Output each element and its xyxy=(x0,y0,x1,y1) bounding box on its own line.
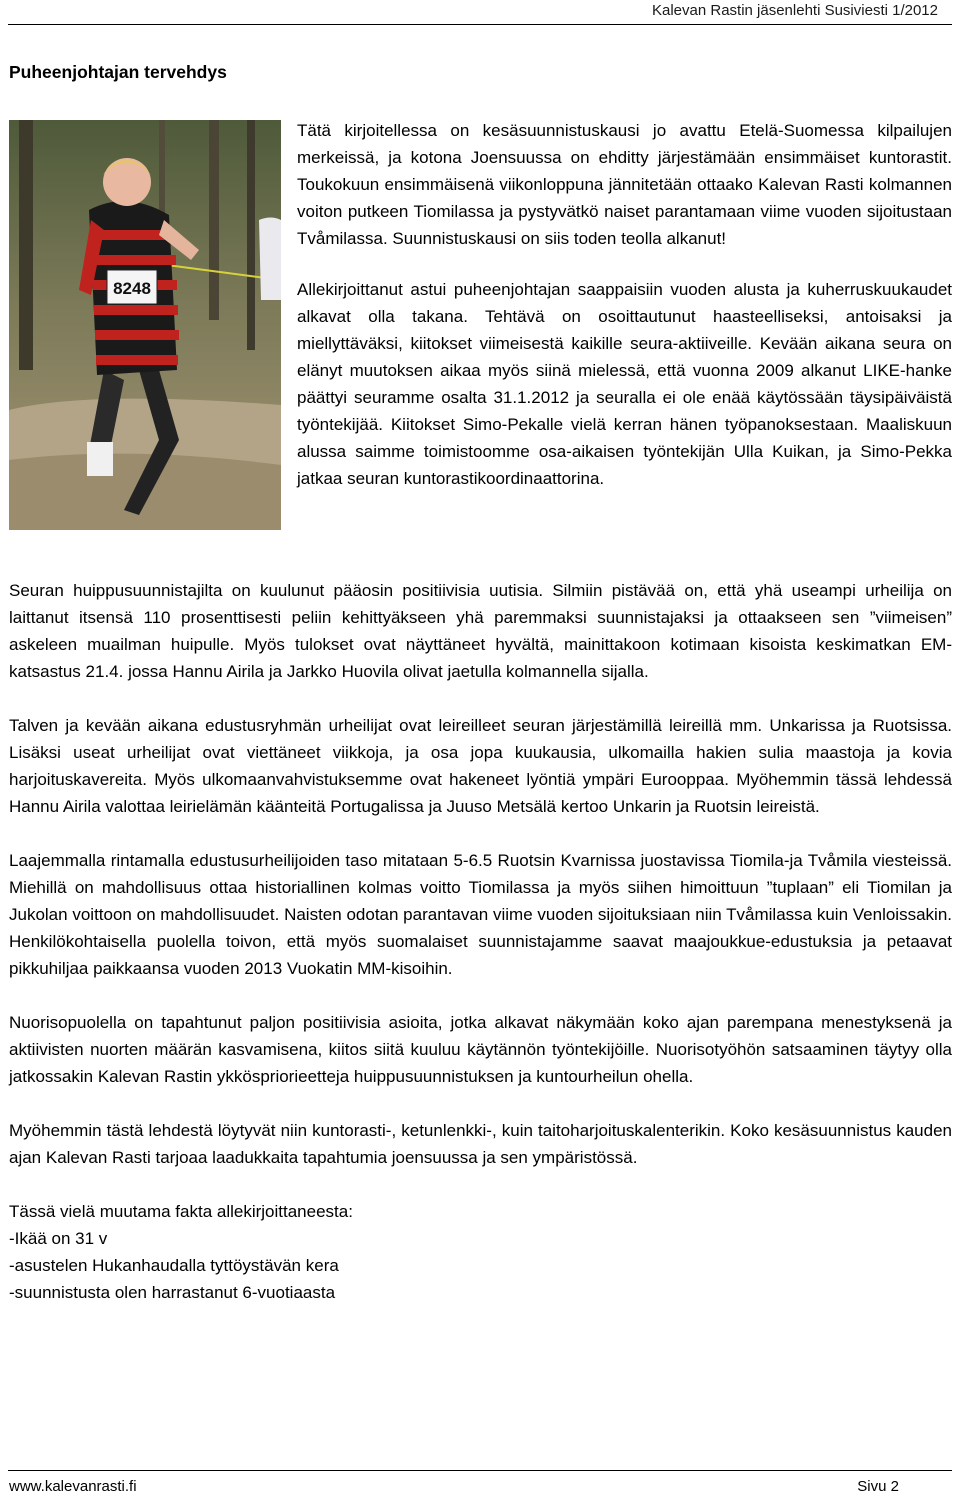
body-paragraph: Seuran huippusuunnistajilta on kuulunut pääosin positiivisia uutisia. Silmiin pistävää on, että yhä useampi urheilija on laittanut itsensä 110 prosenttisesti peliin kehittyäkseen yhä paremmaksi suunnistajaksi ja ottaakseen sen ”viimeisen” askeleen muailman huipulle. Myös tulokset ovat näyttäneet hyvältä, mainittakoon kotimaan kisoista keskimatkan EM-katsastus 21.4. jossa Hannu Airila ja Jarkko Huovila olivat jaetulla kolmannella sijalla. xyxy=(9,581,952,681)
article-body xyxy=(9,577,952,1306)
body-paragraph: Myöhemmin tästä lehdestä löytyvät niin kuntorasti-, ketunlenkki-, kuin taitoharjoituskalenterikin. Koko kesäsuunnistus kauden ajan Kalevan Rasti tarjoaa laadukkaita tapahtumia joensuussa ja sen ympäristössä. xyxy=(9,1121,952,1167)
intro-paragraph: Allekirjoittanut astui puheenjohtajan saappaisiin vuoden alusta ja kuherruskuukaudet alkavat olla takana. Tehtävä on osoittautunut haasteelliseksi, antoisaksi ja miellyttäväksi, kiitokset viimeisestä kaikille seura-aktiiveille. Kevään aikana seura on elänyt muutoksen aikaa myös siinä mielessä, että vuonna 2009 alkanut LIKE-hanke päättyi seuramme osalta 31.1.2012 ja seuralla ei ole enää käytössään täysipäiväistä työntekijää. Kiitokset Simo-Pekalle vielä kerran hänen työpanoksestaan. Maaliskuun alussa saimme toimistoomme osa-aikaisen työntekijän Ulla Kuikan, ja Simo-Pekka jatkaa seuran kuntorastikoordinaattorina. xyxy=(297,280,952,488)
intro-column xyxy=(297,117,952,492)
fact-item: -asustelen Hukanhaudalla tyttöystävän kera xyxy=(9,1256,339,1275)
bib-number: 8248 xyxy=(113,279,151,298)
facts-heading: Tässä vielä muutama fakta allekirjoittaneesta: xyxy=(9,1202,353,1221)
facts-list xyxy=(9,1225,952,1306)
body-paragraph: Talven ja kevään aikana edustusryhmän urheilijat ovat leireilleet seuran järjestämillä leireillä mm. Unkarissa ja Ruotsissa. Lisäksi useat urheilijat ovat viettäneet viikkoja, ja osa jopa kuukausia, ulkomailla hakien sulia maastoja ja kovia harjoituskavereita. Myös ulkomaanvahvistuksemme ovat hakeneet lyöntiä ympäri Eurooppaa. Myöhemmin tässä lehdessä Hannu Airila valottaa leirielämän käänteitä Portugalissa ja Juuso Metsälä kertoo Unkarin ja Ruotsin leireistä. xyxy=(9,716,952,816)
fact-item: -suunnistusta olen harrastanut 6-vuotiaasta xyxy=(9,1283,336,1302)
body-paragraph: Nuorisopuolella on tapahtunut paljon positiivisia asioita, jotka alkavat näkymään koko ajan parempana menestyksenä ja aktiivisten nuorten määrän kasvamisena, kiitos siitä kuuluu käytännön työntekijöille. Nuorisotyöhön satsaaminen täytyy olla jatkossakin Kalevan Rastin ykköspriorieetteja huippusuunnistuksen ja kuntourheilun ohella. xyxy=(9,1013,952,1086)
fact-item: -Ikää on 31 v xyxy=(9,1229,108,1248)
body-paragraph: Laajemmalla rintamalla edustusurheilijoiden taso mitataan 5-6.5 Ruotsin Kvarnissa juostavissa Tiomila-ja Tvåmila viesteissä. Miehillä on mahdollisuus ottaa historiallinen kolmas voitto Tiomilassa ja myös siihen himoittuun ”tuplaan” eli Tiomilan ja Jukolan voittoon on mahdollisuudet. Naisten odotan parantavan viime vuoden sijoituksiaan niin Tvåmilassa kuin Venloissakin. Henkilökohtaisella puolella toivon, että myös suomalaiset suunnistajamme saavat maajoukkue-edustuksia ja petaavat pikkuhiljaa paikkaansa vuoden 2013 Vuokatin MM-kisoihin. xyxy=(9,851,952,978)
intro-paragraph: Tätä kirjoitellessa on kesäsuunnistuskausi jo avattu Etelä-Suomessa kilpailujen merkeissä, ja kotona Joensuussa on ehditty järjestämään ensimmäiset kuntorastit. Toukokuun ensimmäisenä viikonloppuna jännitetään ottaako Kalevan Rasti kolmannen voiton putkeen Tiomilassa ja pystyvätkö naiset parantamaan viime vuoden sijoitustaan Tvåmilassa. Suunnistuskausi on siis toden teolla alkanut! xyxy=(297,121,952,248)
footer-divider xyxy=(8,1470,952,1471)
header-divider xyxy=(8,24,952,25)
footer-page-number: Sivu 2 xyxy=(857,1478,899,1495)
publication-header: Kalevan Rastin jäsenlehti Susiviesti 1/2012 xyxy=(651,2,938,19)
article-title: Puheenjohtajan tervehdys xyxy=(9,62,227,82)
footer-website: www.kalevanrasti.fi xyxy=(9,1478,137,1495)
article-photo xyxy=(9,120,281,530)
